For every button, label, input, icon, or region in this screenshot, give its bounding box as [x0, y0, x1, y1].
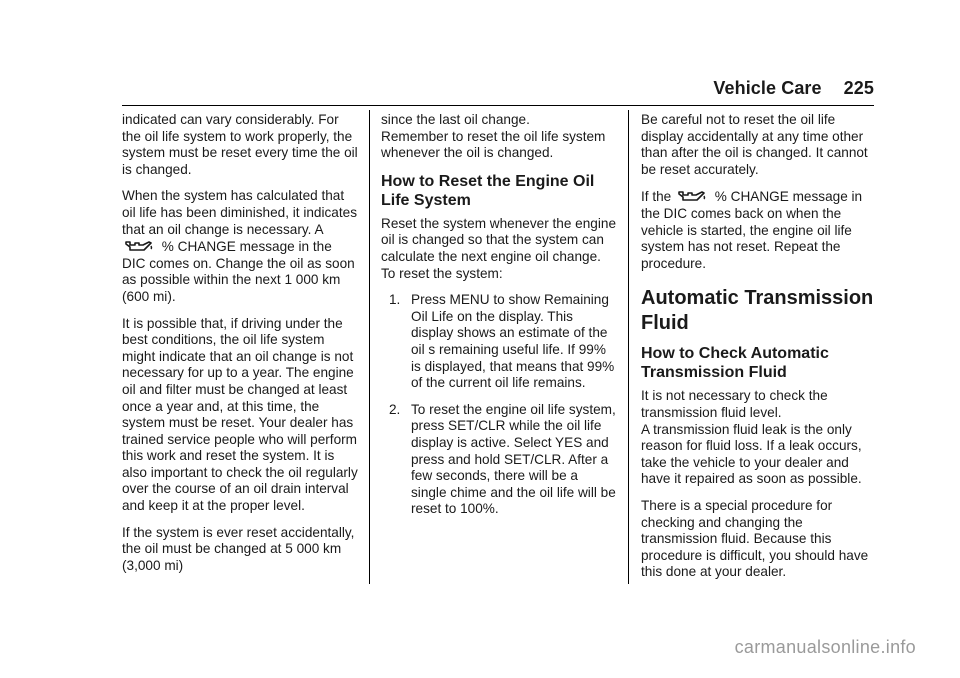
column-1 — [122, 112, 358, 584]
paragraph: If the system is ever reset accidentally, the oil must be changed at 5 000 km (3,000 mi) — [122, 524, 355, 573]
paragraph: since the last oil change. — [381, 112, 530, 127]
watermark: carmanualsonline.info — [734, 637, 916, 657]
paragraph-text: If the — [641, 189, 672, 205]
step-number: 1. — [389, 292, 401, 308]
step-number: 2. — [389, 401, 401, 417]
column-3 — [641, 112, 877, 591]
paragraph-text: % CHANGE message in the DIC comes on. Change the oil as soon as possible within the next 1 000 km (600 mi). — [122, 239, 355, 304]
paragraph — [641, 188, 877, 272]
header-rule — [122, 105, 874, 106]
page-header — [713, 78, 874, 99]
paragraph: There is a special procedure for checking and changing the transmission fluid. Because this procedure is difficult, you should have this done at your dealer. — [641, 497, 869, 580]
column-2 — [381, 112, 617, 528]
paragraph: It is not necessary to check the transmission fluid level. — [641, 388, 828, 420]
section-heading: Automatic Transmission Fluid — [641, 287, 874, 335]
page-number: 225 — [843, 78, 874, 98]
paragraph: Remember to reset the oil life system whenever the oil is changed. — [381, 128, 606, 161]
paragraph: It is possible that, if driving under the best conditions, the oil life system might indicate that an oil change is not necessary for up to a year. The engine oil and filter must be changed at least once a year and, at this time, the system must be reset. Your dealer has trained service people who will perform this work and reset the system. It is also important to check the oil regularly over the course of an oil drain interval and keep it at the proper level. — [122, 315, 358, 514]
column-divider — [628, 110, 629, 584]
paragraph — [122, 188, 358, 305]
paragraph-text: When the system has calculated that oil life has been diminished, it indicates that an oil change is necessary. A — [122, 188, 358, 237]
subsection-heading: How to Reset the Engine Oil Life System — [381, 172, 595, 209]
paragraph: Reset the system whenever the engine oil is changed so that the system can calculate the next engine oil change. To reset the system: — [381, 215, 617, 281]
steps-list — [381, 292, 617, 518]
paragraph: indicated can vary considerably. For the oil life system to work properly, the system must be reset every time the oil is changed. — [122, 112, 358, 177]
step-text: To reset the engine oil life system, press SET/CLR while the oil life display is active. Select YES and press and hold SET/CLR. After a few seconds, there will be a single chime and the oil life will be reset to 100%. — [411, 401, 616, 517]
paragraph-text: % CHANGE message in the DIC comes back on when the vehicle is started, the engine oil life system has not reset. Repeat the procedure. — [641, 189, 863, 271]
subsection-heading: How to Check Automatic Transmission Fluid — [641, 345, 829, 382]
paragraph: Be careful not to reset the oil life display accidentally at any time other than after the oil is changed. It cannot be reset accurately. — [641, 112, 868, 177]
step-text: Press MENU to show Remaining Oil Life on the display. This display shows an estimate of the oil s remaining useful life. If 99% is displayed, that means that 99% of the current oil life remains. — [411, 292, 615, 391]
list-item — [381, 292, 617, 392]
oil-can-icon — [124, 238, 154, 254]
oil-can-icon — [677, 188, 707, 204]
column-divider — [369, 110, 370, 584]
paragraph: A transmission fluid leak is the only reason for fluid loss. If a leak occurs, take the vehicle to your dealer and have it repaired as soon as possible. — [641, 421, 862, 487]
list-item — [381, 402, 617, 518]
section-title: Vehicle Care — [713, 78, 822, 98]
